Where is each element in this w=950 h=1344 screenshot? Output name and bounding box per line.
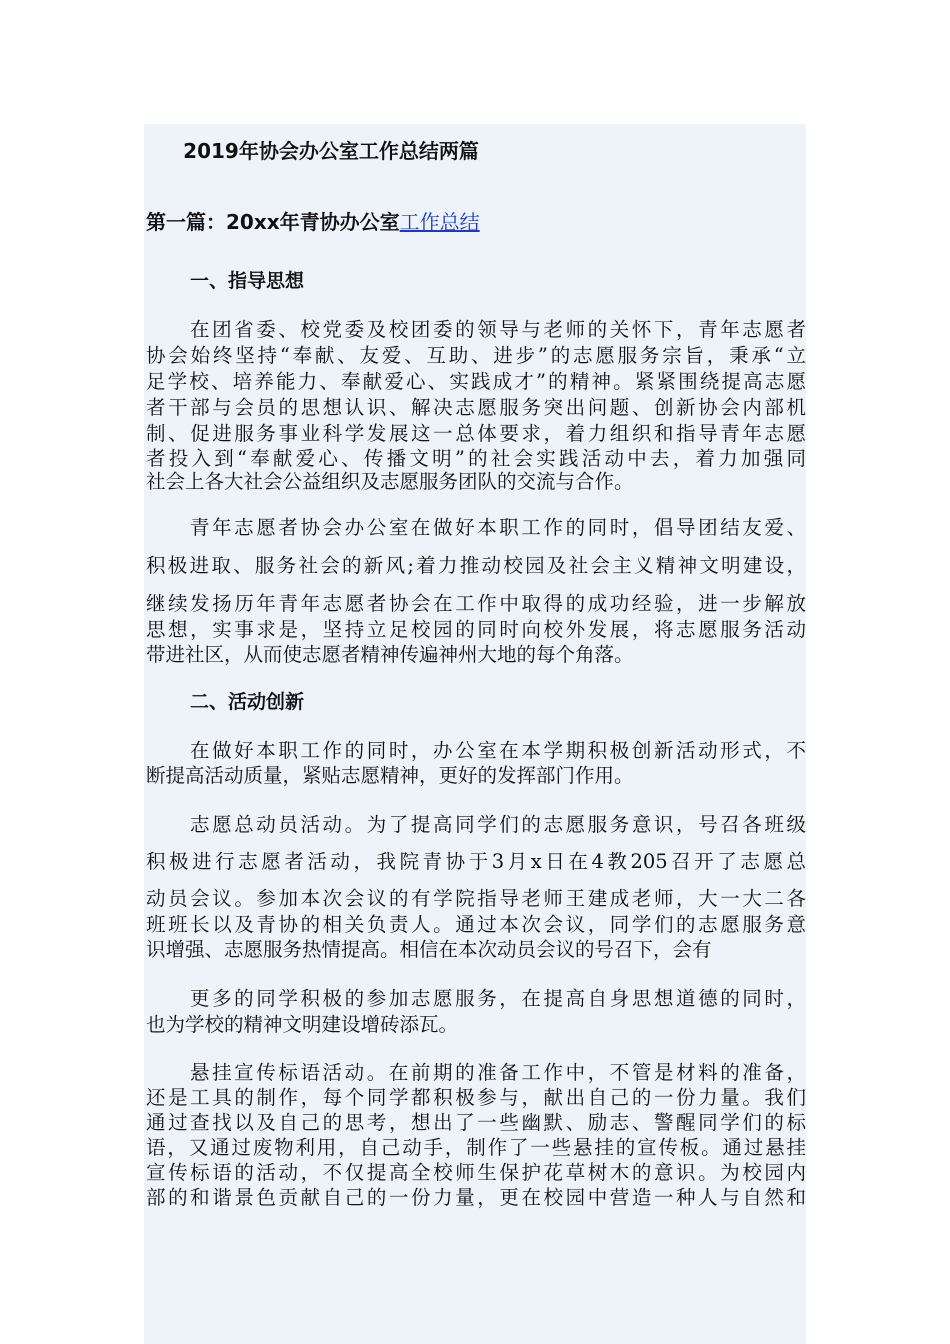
text-line: 协会始终坚持“奉献、友爱、互助、进步”的志愿服务宗旨，秉承“立 <box>146 344 806 367</box>
text-line: 班班长以及青协的相关负责人。通过本次会议，同学们的志愿服务意 <box>146 913 806 936</box>
text-line: 还是工具的制作，每个同学都积极参与，献出自己的一份力量。我们 <box>146 1086 806 1109</box>
document-title: 2019年协会办公室工作总结两篇 <box>183 139 479 163</box>
text-line: 语，又通过废物利用，自己动手，制作了一些悬挂的宣传板。通过悬挂 <box>146 1136 806 1159</box>
text-line: 者干部与会员的思想认识、解决志愿服务突出问题、创新协会内部机 <box>146 396 806 419</box>
text-line: 在团省委、校党委及校团委的领导与老师的关怀下，青年志愿者 <box>190 318 806 341</box>
text-line: 部的和谐景色贡献自己的一份力量，更在校园中营造一种人与自然和 <box>146 1186 806 1209</box>
section-heading-guiding-thought: 一、指导思想 <box>190 270 305 292</box>
text-line: 思想，实事求是，坚持立足校园的同时向校外发展，将志愿服务活动 <box>146 618 806 641</box>
text-line: 识增强、志愿服务热情提高。相信在本次动员会议的号召下，会有 <box>146 938 712 961</box>
text-line: 继续发扬历年青年志愿者协会在工作中取得的成功经验，进一步解放 <box>146 592 806 615</box>
text-line: 制、促进服务事业科学发展这一总体要求，着力组织和指导青年志愿 <box>146 422 806 445</box>
text-line: 更多的同学积极的参加志愿服务，在提高自身思想道德的同时， <box>190 987 806 1010</box>
text-line: 断提高活动质量，紧贴志愿精神，更好的发挥部门作用。 <box>146 764 634 787</box>
text-line: 者投入到“奉献爱心、传播文明”的社会实践活动中去，着力加强同 <box>146 447 806 470</box>
work-summary-link[interactable]: 工作总结 <box>399 210 480 234</box>
text-line: 宣传标语的活动，不仅提高全校师生保护花草树木的意识。为校园内 <box>146 1161 806 1184</box>
part-heading <box>146 208 480 236</box>
text-line: 足学校、培养能力、奉献爱心、实践成才”的精神。紧紧围绕提高志愿 <box>146 370 806 393</box>
section-heading-activity-innovation: 二、活动创新 <box>190 691 305 713</box>
text-line: 社会上各大社会公益组织及志愿服务团队的交流与合作。 <box>146 470 634 493</box>
text-line: 在做好本职工作的同时，办公室在本学期积极创新活动形式，不 <box>190 739 806 762</box>
text-line: 也为学校的精神文明建设增砖添瓦。 <box>146 1013 459 1036</box>
text-line: 青年志愿者协会办公室在做好本职工作的同时，倡导团结友爱、 <box>190 516 806 539</box>
text-line: 带进社区，从而使志愿者精神传遍神州大地的每个角落。 <box>146 643 634 666</box>
text-line: 积极进取、服务社会的新风;着力推动校园及社会主义精神文明建设， <box>146 554 806 577</box>
part-heading-text: 第一篇：20xx年青协办公室 <box>146 210 400 234</box>
text-line: 积极进行志愿者活动，我院青协于3月x日在4教205召开了志愿总 <box>146 850 806 873</box>
text-line: 志愿总动员活动。为了提高同学们的志愿服务意识，号召各班级 <box>190 813 806 836</box>
text-line: 悬挂宣传标语活动。在前期的准备工作中，不管是材料的准备， <box>190 1061 806 1084</box>
text-line: 通过查找以及自己的思考，想出了一些幽默、励志、警醒同学们的标 <box>146 1111 806 1134</box>
text-line: 动员会议。参加本次会议的有学院指导老师王建成老师，大一大二各 <box>146 887 806 910</box>
